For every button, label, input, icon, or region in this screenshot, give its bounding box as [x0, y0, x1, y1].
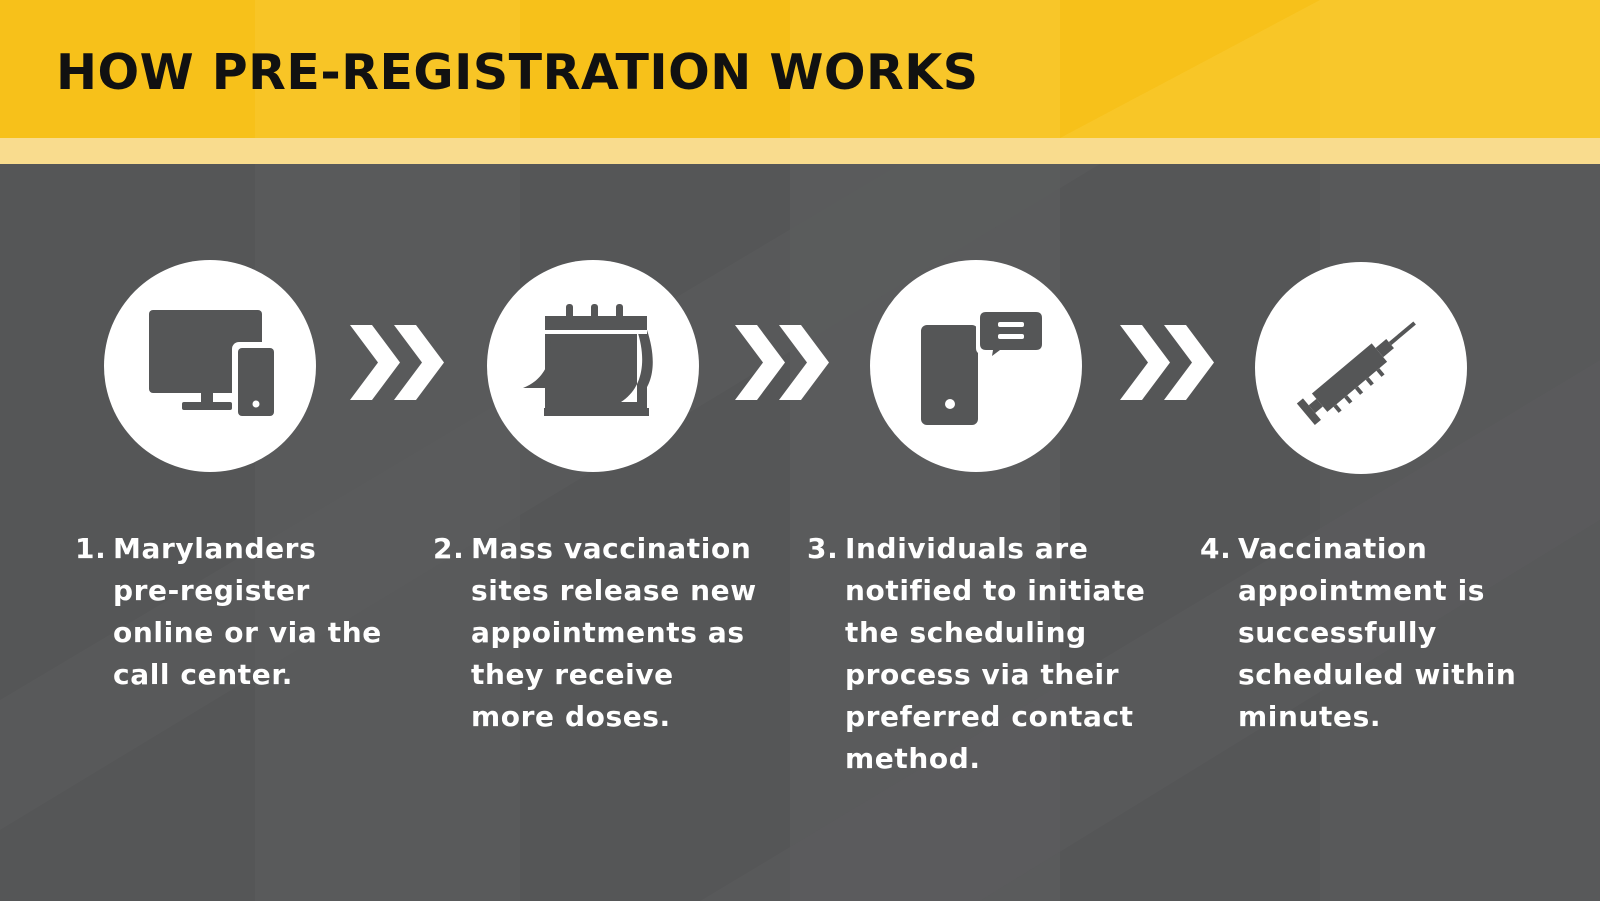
- step-4-number: 4.: [1200, 532, 1232, 565]
- step-1-line-1: Marylanders: [113, 532, 317, 565]
- calendar-icon: [487, 260, 699, 472]
- step-3-number: 3.: [807, 532, 839, 565]
- chevron-right-icon: [735, 325, 835, 400]
- step-1-circle: [104, 260, 316, 472]
- step-2-line-3: appointments as: [471, 616, 745, 649]
- step-2-number: 2.: [433, 532, 465, 565]
- step-2-line-4: they receive: [471, 658, 674, 691]
- step-4-line-4: scheduled within: [1238, 658, 1517, 691]
- step-4-circle: [1255, 262, 1467, 474]
- step-2-line-1: Mass vaccination: [471, 532, 752, 565]
- step-3-line-3: the scheduling: [845, 616, 1087, 649]
- header-band: [0, 0, 1600, 138]
- step-1-number: 1.: [75, 532, 107, 565]
- step-1-line-2: pre-register: [113, 574, 310, 607]
- step-3-circle: [870, 260, 1082, 472]
- step-4-line-2: appointment is: [1238, 574, 1486, 607]
- step-3-text: [807, 528, 1145, 780]
- step-4-text: [1200, 528, 1516, 738]
- step-4-line-1: Vaccination: [1238, 532, 1428, 565]
- step-3-line-6: method.: [845, 742, 981, 775]
- header-strip: [0, 138, 1600, 164]
- step-3-line-1: Individuals are: [845, 532, 1089, 565]
- syringe-icon: [1255, 262, 1467, 474]
- phone-message-icon: [870, 260, 1082, 472]
- step-2-line-2: sites release new: [471, 574, 757, 607]
- step-2-line-5: more doses.: [471, 700, 671, 733]
- step-3-line-4: process via their: [845, 658, 1120, 691]
- chevron-right-icon: [1120, 325, 1220, 400]
- step-2-text: [433, 528, 757, 738]
- step-4-line-3: successfully: [1238, 616, 1437, 649]
- computer-and-mobile-icon: [104, 260, 316, 472]
- step-3-line-5: preferred contact: [845, 700, 1134, 733]
- step-4-line-5: minutes.: [1238, 700, 1382, 733]
- step-1-line-4: call center.: [113, 658, 293, 691]
- chevron-right-icon: [350, 325, 450, 400]
- step-1-line-3: online or via the: [113, 616, 382, 649]
- step-1-text: [75, 528, 382, 696]
- step-2-circle: [487, 260, 699, 472]
- step-3-line-2: notified to initiate: [845, 574, 1146, 607]
- page-title: HOW PRE-REGISTRATION WORKS: [56, 44, 979, 101]
